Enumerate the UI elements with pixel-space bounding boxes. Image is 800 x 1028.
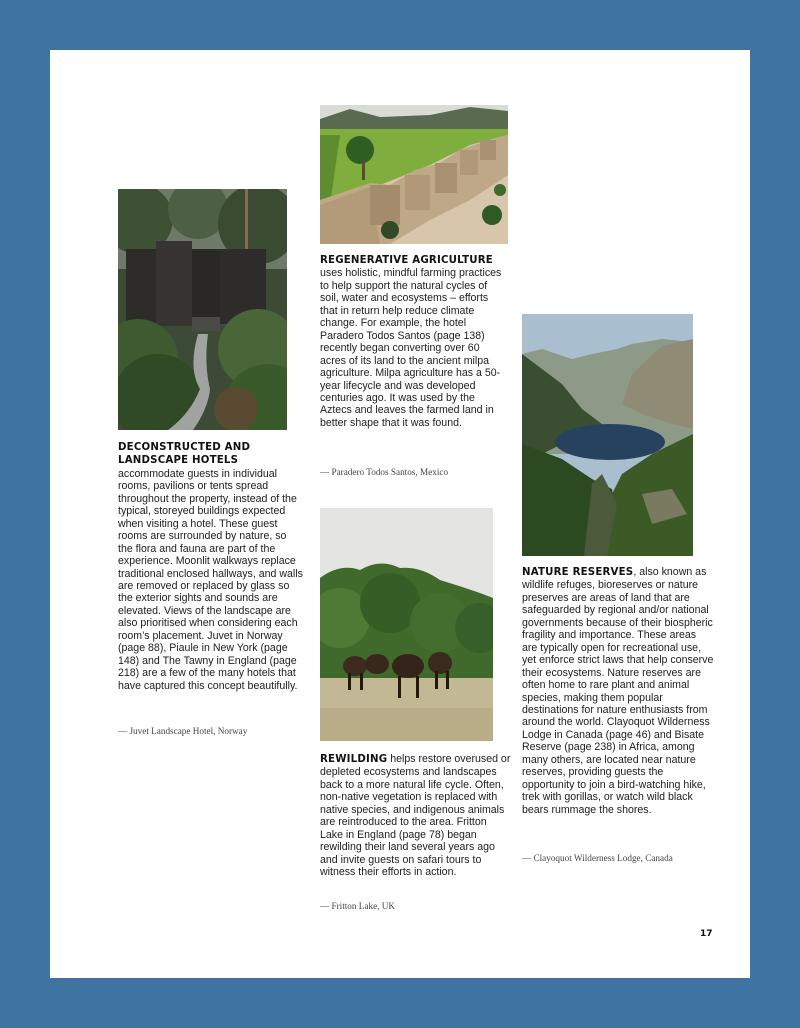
- article-heading: NATURE RESERVES: [522, 567, 634, 578]
- article-body: accommodate guests in individual rooms, pavilions or tents spread throughout the property, instead of the typical, storeyed buildings expected when visiting a hotel. These guest rooms are surrounded by nature, so the flora and fauna are part of the experience. Moonlit walkways replace traditional enclosed hallways, and walls are removed or replaced by glass so the exterior sights and sounds are elevated. Views of the landscape are also prioritised when considering each room’s placement. Juvet in Norway (page 88), Piaule in New York (page 148) and The Tawny in England (page 218) are a few of the many hotels that have captured this concept beautifully.: [118, 467, 303, 692]
- article-heading: REWILDING: [320, 754, 388, 765]
- article-regenerative-agriculture: [320, 254, 506, 429]
- wild-ponies-image: [320, 508, 493, 741]
- forest-pavilion-image: [118, 189, 287, 430]
- photo-caption: — Juvet Landscape Hotel, Norway: [118, 726, 248, 736]
- mountain-lake-image: [522, 314, 693, 556]
- article-nature-reserves: [522, 566, 714, 816]
- page-number: 17: [700, 929, 713, 939]
- article-heading: REGENERATIVE AGRICULTURE: [320, 255, 493, 266]
- magazine-page: [50, 50, 750, 978]
- photo-juvet-hotel: [118, 189, 287, 430]
- photo-caption: — Paradero Todos Santos, Mexico: [320, 467, 449, 477]
- photo-caption: — Clayoquot Wilderness Lodge, Canada: [522, 853, 673, 863]
- aerial-farm-image: [320, 105, 508, 244]
- heading-suffix: ,: [633, 566, 637, 578]
- article-rewilding: [320, 753, 512, 879]
- article-deconstructed-hotels: [118, 441, 304, 692]
- article-body: uses holistic, mindful farming practices to help support the natural cycles of soil, water and ecosystems – efforts that in return help reduce climate change. For example, the hotel Paradero Todos Santos (page 138) recently began converting over 60 acres of its land to the ancient milpa agriculture. Milpa agriculture has a 50-year lifecycle and was developed centuries ago. It was used by the Aztecs and leaves the farmed land in better shape that it was found.: [320, 267, 502, 429]
- article-heading: DECONSTRUCTED AND LANDSCAPE HOTELS: [118, 442, 251, 467]
- article-body: helps restore overused or depleted ecosystems and landscapes back to a more natural life cycle. Often, non-native vegetation is replaced with native species, and indigenous animals are reintroduced to the area. Fritton Lake in England (page 78) began rewilding their land several years ago and invite guests on safari tours to witness their efforts in action.: [320, 753, 511, 879]
- photo-caption: — Fritton Lake, UK: [320, 901, 396, 911]
- photo-clayoquot: [522, 314, 693, 556]
- photo-paradero: [320, 105, 508, 244]
- article-body: also known as wildlife refuges, bioreserves or nature preserves are areas of land that are safeguarded by regional and/or national governments because of their biospheric fragility and importance. These areas are typically open for recreational use, yet enforce strict laws that help conserve their ecosystems. Nature reserves are often home to rare plant and animal species, making them popular destinations for nature enthusiasts from around the world. Clayoquot Wilderness Lodge in Canada (page 46) and Bisate Reserve (page 238) in Africa, among many others, are located near nature reserves, providing guests the opportunity to join a bird-watching hike, trek with gorillas, or watch wild black bears rummage the shores.: [522, 566, 714, 816]
- photo-fritton-lake: [320, 508, 493, 741]
